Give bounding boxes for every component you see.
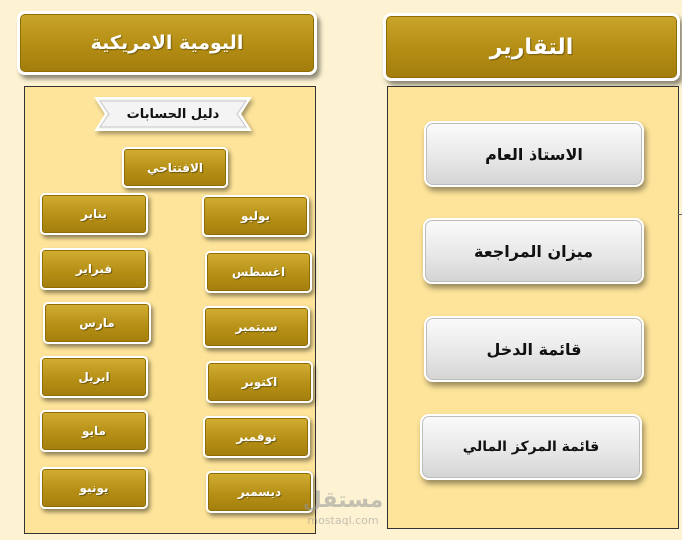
- month-september-button[interactable]: [203, 306, 310, 348]
- month-label: اغسطس: [231, 265, 286, 279]
- month-april-button[interactable]: [40, 356, 148, 398]
- month-november-button[interactable]: [203, 416, 310, 458]
- month-august-button[interactable]: [205, 251, 312, 293]
- watermark-url: mostaql.com: [307, 514, 379, 527]
- month-label: فبراير: [75, 262, 113, 276]
- month-october-button[interactable]: [206, 361, 313, 403]
- watermark: [298, 488, 388, 532]
- opening-label: الافتتاحي: [147, 160, 203, 175]
- month-february-button[interactable]: [40, 248, 148, 290]
- month-label: يناير: [81, 207, 107, 221]
- month-label: مارس: [79, 316, 115, 330]
- report-label: قائمة المركز المالي: [462, 439, 600, 455]
- month-may-button[interactable]: [40, 410, 148, 452]
- month-july-button[interactable]: [202, 195, 309, 237]
- month-december-button[interactable]: [206, 471, 313, 513]
- divider-line: [678, 214, 682, 215]
- month-label: سبتمبر: [235, 320, 278, 334]
- month-label: ديسمبر: [237, 485, 282, 499]
- report-label: ميزان المراجعة: [473, 241, 594, 261]
- journal-title: اليومية الامريكية: [90, 32, 244, 54]
- chart-of-accounts-label: دليل الحسابات: [126, 106, 220, 122]
- month-march-button[interactable]: [43, 302, 151, 344]
- general-ledger-button[interactable]: [424, 121, 644, 187]
- income-statement-button[interactable]: [424, 316, 644, 382]
- month-june-button[interactable]: [40, 467, 148, 509]
- month-label: يوليو: [241, 209, 270, 223]
- month-label: يونيو: [79, 481, 109, 495]
- reports-title: التقارير: [489, 34, 574, 60]
- trial-balance-button[interactable]: [423, 218, 644, 284]
- report-label: قائمة الدخل: [486, 339, 582, 359]
- financial-position-button[interactable]: [420, 414, 642, 480]
- month-january-button[interactable]: [40, 193, 148, 235]
- month-label: اكتوبر: [241, 375, 278, 389]
- journal-header: [17, 11, 317, 75]
- month-label: ابريل: [78, 370, 110, 384]
- opening-button[interactable]: [122, 147, 228, 188]
- chart-of-accounts-ribbon[interactable]: [94, 96, 252, 132]
- watermark-name: مستقل: [302, 488, 384, 513]
- report-label: الاستاذ العام: [485, 144, 583, 164]
- month-label: نوفمبر: [236, 430, 277, 444]
- month-label: مايو: [82, 424, 106, 438]
- reports-header: [383, 13, 680, 81]
